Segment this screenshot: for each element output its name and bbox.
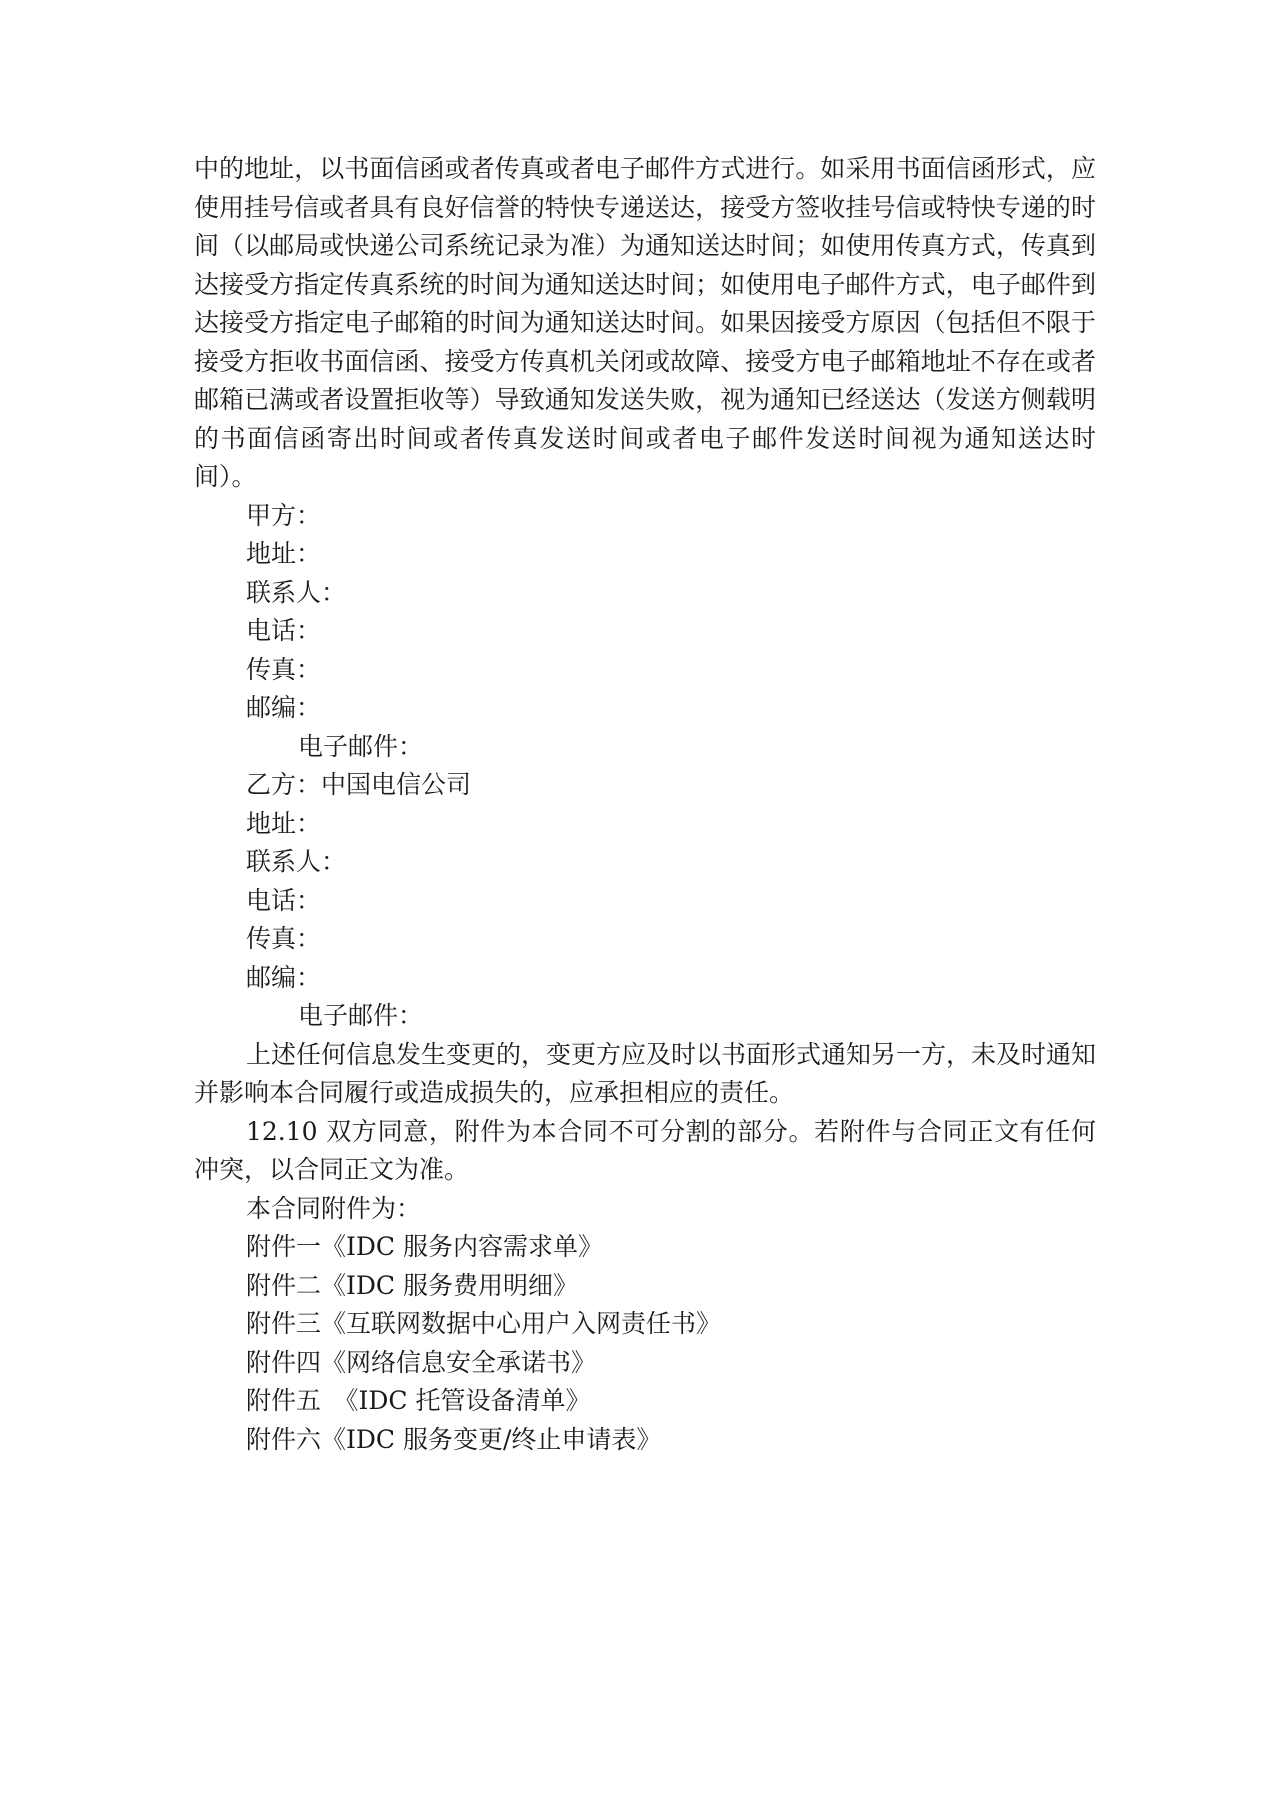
party-b-phone: 电话： (246, 885, 322, 915)
attachment-item-3: 附件三《互联网数据中心用户入网责任书》 (246, 1309, 722, 1338)
party-a-phone: 电话： (246, 616, 322, 645)
party-a-postcode: 邮编： (246, 693, 322, 722)
attachments-title: 本合同附件为： (246, 1193, 422, 1223)
party-a-block (194, 497, 1096, 767)
attachment-item-2: 附件二《IDC 服务费用明细》 (246, 1270, 578, 1300)
party-b-contact: 联系人： (246, 847, 347, 876)
attachment-item-1: 附件一《IDC 服务内容需求单》 (246, 1232, 603, 1261)
change-notice-paragraph: 上述任何信息发生变更的，变更方应及时以书面形式通知另一方，未及时通知并影响本合同履行或造成损失的，应承担相应的责任。 (194, 1039, 1097, 1107)
party-b-postcode: 邮编： (246, 962, 322, 992)
party-b-address: 地址： (246, 808, 322, 838)
notice-paragraph: 中的地址，以书面信函或者传真或者电子邮件方式进行。如采用书面信函形式，应使用挂号信或者具有良好信誉的特快专递送达，接受方签收挂号信或特快专递的时间（以邮局或快递公司系统记录为准）为通知送达时间；如使用传真方式，传真到达接受方指定传真系统的时间为通知送达时间；如使用电子邮件方式，电子邮件到达接受方指定电子邮箱的时间为通知送达时间。如果因接受方原因（包括但不限于接受方拒收书面信函、接受方传真机关闭或故障、接受方电子邮箱地址不存在或者邮箱已满或者设置拒收等）导致通知发送失败，视为通知已经送达（发送方侧载明的书面信函寄出时间或者传真发送时间或者电子邮件发送时间视为通知送达时间）。 (194, 154, 1096, 491)
party-b-name: 乙方：中国电信公司 (246, 770, 472, 799)
attachment-item-4: 附件四《网络信息安全承诺书》 (246, 1347, 597, 1377)
party-a-address: 地址： (246, 539, 322, 568)
party-a-contact: 联系人： (246, 577, 347, 607)
document-body (194, 150, 1096, 1459)
party-a-email: 电子邮件： (298, 731, 424, 761)
party-a-fax: 传真： (246, 654, 322, 684)
party-b-block (194, 766, 1096, 1036)
party-b-fax: 传真： (246, 924, 322, 953)
attachment-item-5: 附件五 《IDC 托管设备清单》 (246, 1386, 591, 1415)
attachments-list (194, 1228, 1096, 1459)
clause-12-10-paragraph: 12.10 双方同意，附件为本合同不可分割的部分。若附件与合同正文有任何冲突，以合同正文为准。 (194, 1116, 1096, 1184)
party-b-email: 电子邮件： (298, 1001, 424, 1030)
party-a-name: 甲方： (246, 500, 322, 530)
attachment-item-6: 附件六《IDC 服务变更/终止申请表》 (246, 1424, 662, 1454)
